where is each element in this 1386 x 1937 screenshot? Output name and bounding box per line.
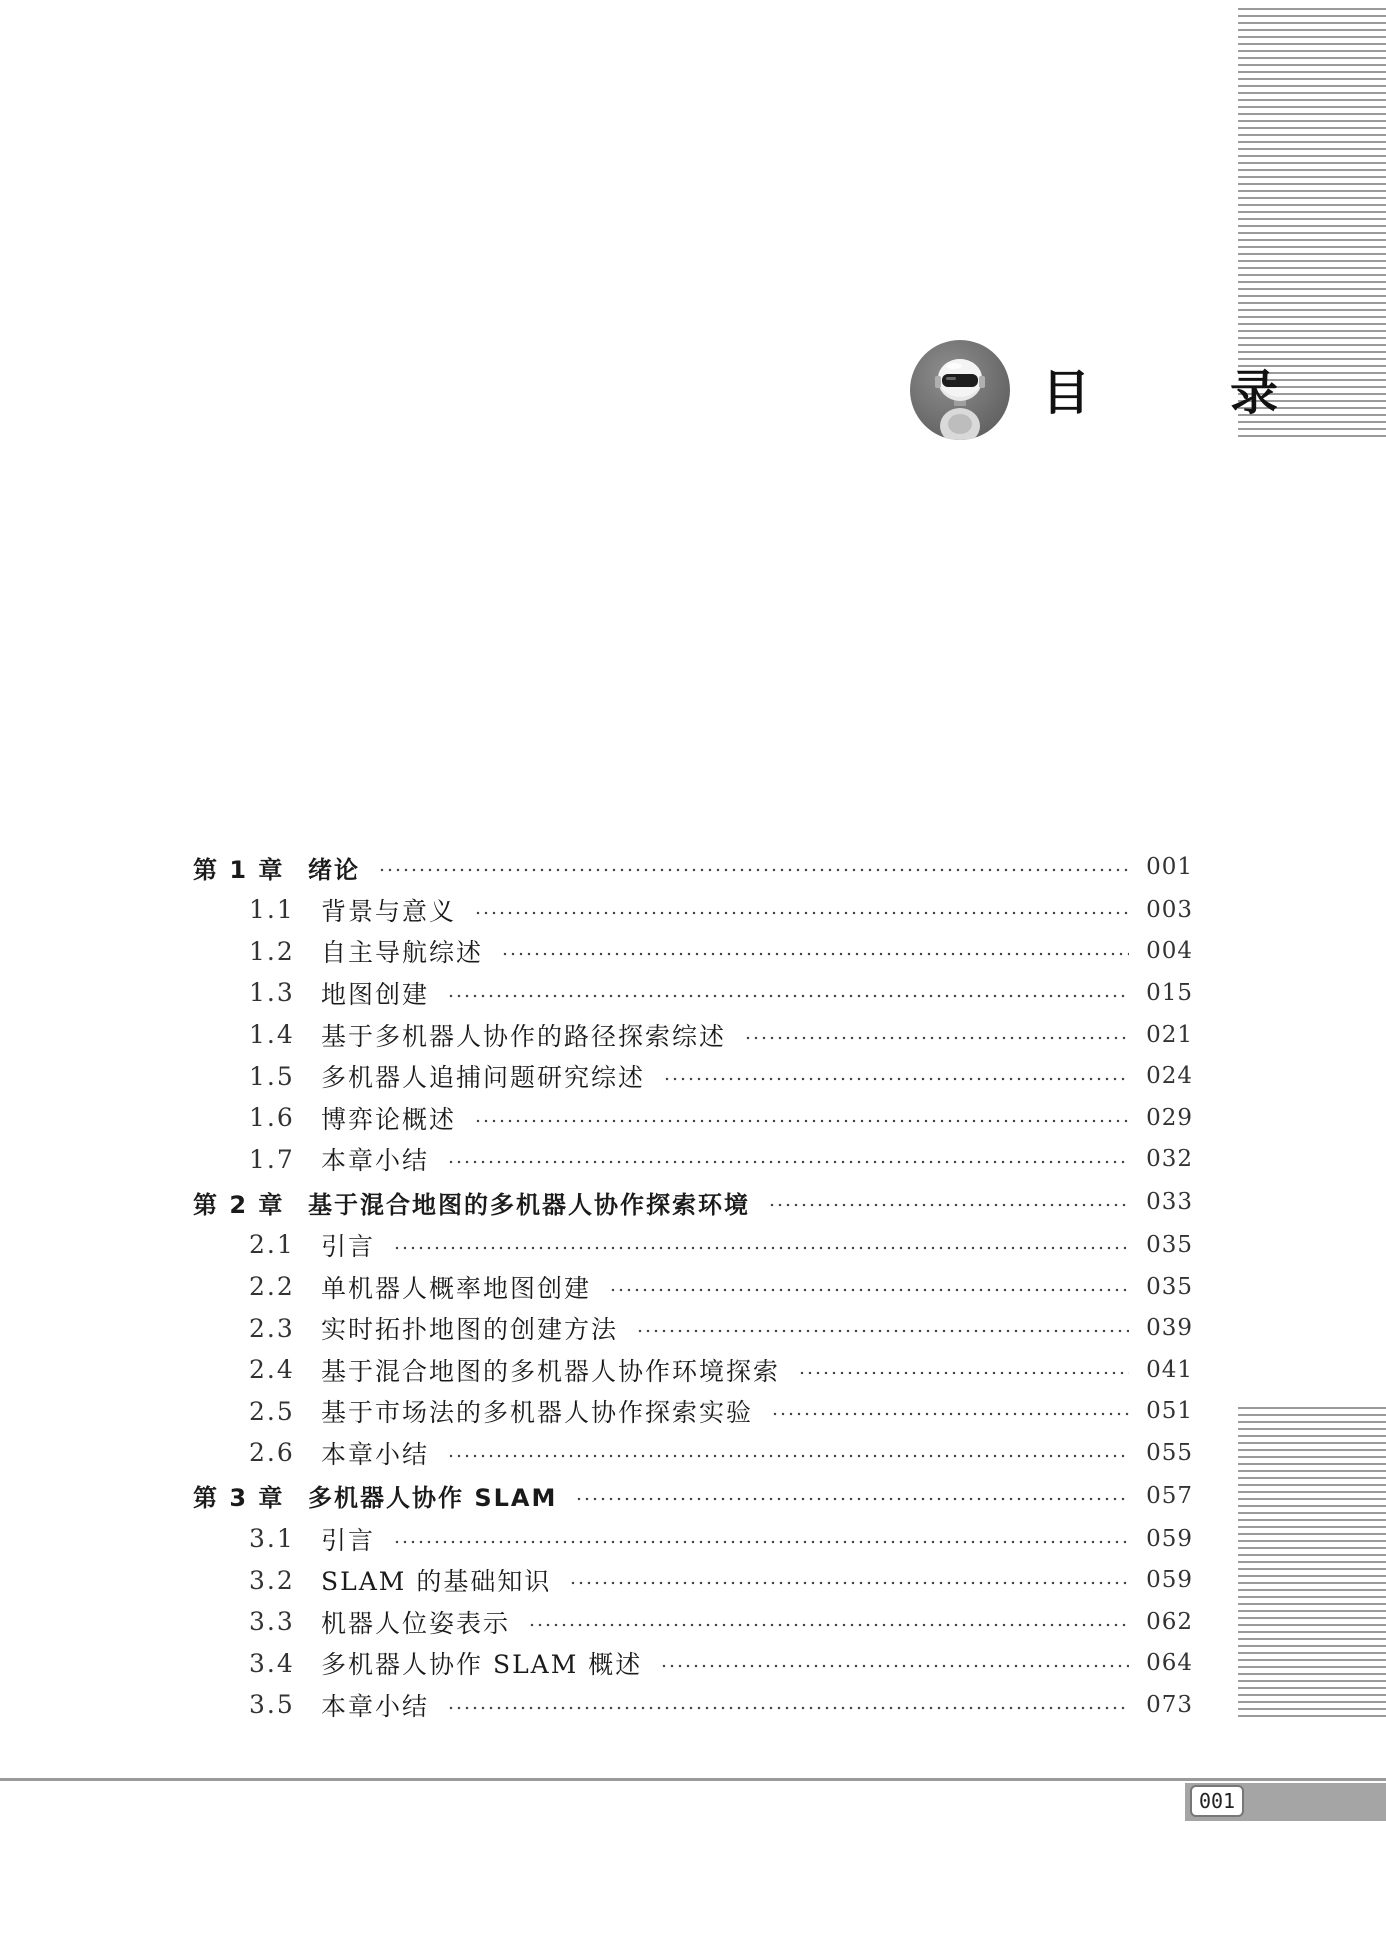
- toc-entry-number: 1.6: [249, 1103, 295, 1133]
- toc-entry-page: 003: [1146, 896, 1193, 923]
- toc-entry-number: 第 3 章: [193, 1484, 285, 1513]
- toc-section-entry[interactable]: [193, 1601, 1193, 1643]
- toc-chapter-entry[interactable]: [193, 1474, 1193, 1518]
- toc-dot-leader: [636, 1329, 1129, 1333]
- toc-section-entry[interactable]: [193, 1518, 1193, 1560]
- toc-entry-title: 自主导航综述: [321, 938, 484, 968]
- toc-entry-title: 机器人位姿表示: [321, 1608, 511, 1638]
- toc-section-entry[interactable]: [193, 1266, 1193, 1308]
- toc-entry-page: 021: [1146, 1021, 1193, 1048]
- toc-entry-title: 实时拓扑地图的创建方法: [321, 1315, 619, 1345]
- toc-entry-page: 073: [1146, 1691, 1193, 1718]
- toc-entry-title: 绪论: [308, 855, 360, 884]
- toc-entry-page: 057: [1146, 1482, 1193, 1509]
- toc-entry-page: 035: [1146, 1273, 1193, 1300]
- toc-entry-title: 多机器人协作 SLAM: [308, 1484, 558, 1513]
- toc-entry-title: 背景与意义: [321, 896, 457, 926]
- toc-entry-page: 035: [1146, 1231, 1193, 1258]
- toc-dot-leader: [528, 1623, 1129, 1627]
- toc-entry-page: 059: [1146, 1525, 1193, 1552]
- toc-section-entry[interactable]: [193, 1307, 1193, 1349]
- toc-dot-leader: [393, 1246, 1129, 1250]
- toc-entry-page: 032: [1146, 1146, 1193, 1173]
- toc-entry-title: 引言: [321, 1525, 376, 1555]
- toc-entry-page: 039: [1146, 1315, 1193, 1342]
- toc-dot-leader: [609, 1288, 1129, 1292]
- toc-entry-number: 3.2: [249, 1565, 295, 1595]
- toc-entry-title: 博弈论概述: [321, 1104, 457, 1134]
- toc-section-entry[interactable]: [193, 1391, 1193, 1433]
- toc-entry-title: 本章小结: [321, 1146, 430, 1176]
- toc-entry-title: 单机器人概率地图创建: [321, 1273, 592, 1303]
- toc-dot-leader: [798, 1371, 1129, 1375]
- toc-entry-title: 多机器人追捕问题研究综述: [321, 1063, 646, 1093]
- toc-entry-title: SLAM 的基础知识: [321, 1567, 552, 1597]
- toc-entry-title: 引言: [321, 1231, 376, 1261]
- toc-dot-leader: [447, 1454, 1129, 1458]
- toc-dot-leader: [447, 994, 1129, 998]
- toc-entry-number: 1.4: [249, 1020, 295, 1050]
- robot-icon: [910, 340, 1010, 440]
- toc-entry-title: 多机器人协作 SLAM 概述: [321, 1650, 643, 1680]
- toc-dot-leader: [474, 1119, 1129, 1123]
- table-of-contents: [193, 845, 1193, 1726]
- toc-entry-page: 033: [1146, 1189, 1193, 1216]
- toc-entry-number: 2.2: [249, 1272, 295, 1302]
- toc-section-entry[interactable]: [193, 1559, 1193, 1601]
- toc-section-entry[interactable]: [193, 1349, 1193, 1391]
- toc-entry-number: 1.5: [249, 1061, 295, 1091]
- toc-section-entry[interactable]: [193, 931, 1193, 973]
- toc-entry-page: 001: [1146, 854, 1193, 880]
- toc-entry-title: 基于市场法的多机器人协作探索实验: [321, 1398, 754, 1428]
- toc-entry-title: 基于多机器人协作的路径探索综述: [321, 1021, 727, 1051]
- toc-dot-leader: [447, 1160, 1129, 1164]
- toc-entry-title: 基于混合地图的多机器人协作探索环境: [308, 1190, 750, 1219]
- toc-section-entry[interactable]: [193, 1224, 1193, 1266]
- toc-dot-leader: [660, 1664, 1129, 1668]
- toc-entry-number: 2.5: [249, 1396, 295, 1426]
- toc-entry-number: 第 2 章: [193, 1190, 285, 1219]
- page-number: 001: [1190, 1785, 1244, 1817]
- toc-dot-leader: [663, 1077, 1129, 1081]
- toc-section-entry[interactable]: [193, 1643, 1193, 1685]
- toc-entry-page: 029: [1146, 1104, 1193, 1131]
- toc-dot-leader: [569, 1581, 1129, 1585]
- toc-section-entry[interactable]: [193, 889, 1193, 931]
- title-block: [910, 340, 1325, 444]
- toc-entry-number: 2.1: [249, 1230, 295, 1260]
- toc-section-entry[interactable]: [193, 1139, 1193, 1181]
- toc-entry-page: 051: [1146, 1398, 1193, 1425]
- toc-entry-number: 2.3: [249, 1313, 295, 1343]
- toc-dot-leader: [768, 1203, 1129, 1207]
- toc-entry-title: 本章小结: [321, 1439, 430, 1469]
- toc-entry-title: 地图创建: [321, 979, 430, 1009]
- toc-section-entry[interactable]: [193, 1684, 1193, 1726]
- toc-entry-number: 3.4: [249, 1648, 295, 1678]
- toc-dot-leader: [771, 1412, 1129, 1416]
- toc-entry-number: 3.1: [249, 1524, 295, 1554]
- toc-section-entry[interactable]: [193, 1097, 1193, 1139]
- toc-entry-number: 1.3: [249, 978, 295, 1008]
- toc-dot-leader: [474, 911, 1129, 915]
- toc-entry-page: 015: [1146, 979, 1193, 1006]
- toc-chapter-entry[interactable]: [193, 1180, 1193, 1224]
- toc-chapter-entry[interactable]: [193, 845, 1193, 889]
- toc-section-entry[interactable]: [193, 1014, 1193, 1056]
- toc-entry-number: 2.6: [249, 1438, 295, 1468]
- footer-divider: [0, 1778, 1386, 1781]
- toc-entry-page: 004: [1146, 938, 1193, 965]
- page-title: 目 录: [1042, 365, 1325, 421]
- toc-dot-leader: [393, 1540, 1129, 1544]
- toc-entry-title: 基于混合地图的多机器人协作环境探索: [321, 1356, 781, 1386]
- toc-entry-page: 055: [1146, 1439, 1193, 1466]
- toc-entry-page: 064: [1146, 1650, 1193, 1677]
- toc-dot-leader: [575, 1497, 1129, 1501]
- toc-entry-number: 1.7: [249, 1144, 295, 1174]
- toc-entry-page: 059: [1146, 1567, 1193, 1594]
- toc-entry-page: 024: [1146, 1063, 1193, 1090]
- toc-dot-leader: [501, 952, 1129, 956]
- toc-entry-number: 1.2: [249, 936, 295, 966]
- toc-section-entry[interactable]: [193, 972, 1193, 1014]
- toc-entry-number: 3.5: [249, 1690, 295, 1720]
- toc-entry-page: 041: [1146, 1356, 1193, 1383]
- toc-entry-number: 3.3: [249, 1607, 295, 1637]
- toc-entry-number: 2.4: [249, 1355, 295, 1385]
- toc-entry-page: 062: [1146, 1608, 1193, 1635]
- toc-section-entry[interactable]: [193, 1432, 1193, 1474]
- toc-section-entry[interactable]: [193, 1055, 1193, 1097]
- toc-dot-leader: [378, 868, 1129, 872]
- toc-entry-title: 本章小结: [321, 1691, 430, 1721]
- toc-entry-number: 第 1 章: [193, 855, 285, 884]
- toc-dot-leader: [447, 1706, 1129, 1710]
- toc-dot-leader: [744, 1036, 1129, 1040]
- toc-entry-number: 1.1: [249, 895, 295, 925]
- decorative-stripes-bottom: [1238, 1407, 1386, 1720]
